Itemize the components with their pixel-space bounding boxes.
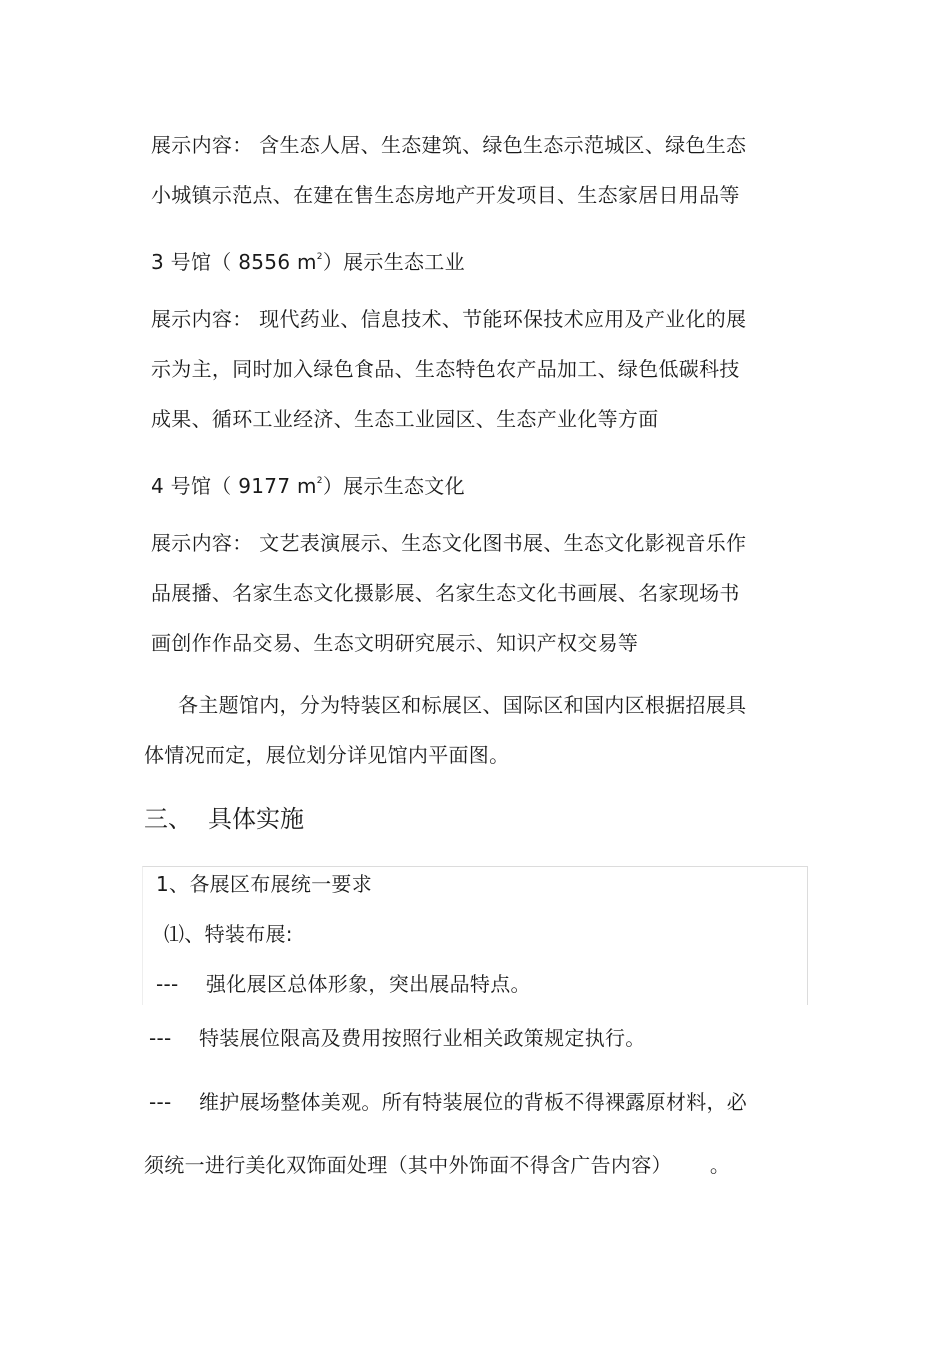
requirement-item-1-text: 强化展区总体形象，突出展品特点。	[206, 972, 531, 996]
hall3-content-line-2: 示为主，同时加入绿色食品、生态特色农产品加工、绿色低碳科技	[151, 357, 740, 381]
hall4-title-prefix: 4 号馆（ 9177 m	[151, 474, 317, 498]
zones-line-1: 各主题馆内，分为特装区和标展区、国际区和国内区根据招展具	[178, 693, 747, 717]
hall4-title-suffix: ）展示生态文化	[322, 474, 465, 498]
dash-marker: ---	[149, 1026, 172, 1050]
requirements-sub-heading: ⑴、特装布展:	[164, 922, 293, 946]
requirement-item-1	[156, 970, 531, 998]
hall4-content-line-3: 画创作作品交易、生态文明研究展示、知识产权交易等	[151, 631, 639, 655]
requirement-item-3-end: 。	[709, 1153, 731, 1177]
hall3-title-suffix: ）展示生态工业	[322, 250, 465, 274]
section-3-title: 具体实施	[208, 805, 304, 833]
hall2-content-line-1: 展示内容： 含生态人居、生态建筑、绿色生态示范城区、绿色生态	[151, 133, 747, 157]
section-3-number: 三、	[144, 805, 192, 833]
hall4-content-line-2: 品展播、名家生态文化摄影展、名家生态文化书画展、名家现场书	[151, 581, 740, 605]
zones-line-2: 体情况而定，展位划分详见馆内平面图。	[144, 743, 510, 767]
hall3-title	[151, 243, 465, 276]
requirement-item-3-text-cont: 须统一进行美化双饰面处理（其中外饰面不得含广告内容）	[144, 1153, 672, 1177]
requirement-item-2	[149, 1024, 646, 1052]
hall3-content-line-3: 成果、循环工业经济、生态工业园区、生态产业化等方面	[151, 407, 659, 431]
square-unit-sup: 2	[316, 476, 323, 486]
requirement-item-2-text: 特装展位限高及费用按照行业相关政策规定执行。	[199, 1026, 646, 1050]
requirement-item-3-line-2	[144, 1151, 730, 1179]
dash-marker: ---	[149, 1090, 172, 1114]
dash-marker: ---	[156, 972, 179, 996]
requirements-heading: 1、各展区布展统一要求	[156, 872, 373, 896]
hall2-content-line-2: 小城镇示范点、在建在售生态房地产开发项目、生态家居日用品等	[151, 183, 740, 207]
requirement-item-3-text: 维护展场整体美观。所有特装展位的背板不得裸露原材料，必	[199, 1090, 748, 1114]
square-unit-sup: 2	[316, 252, 323, 262]
hall3-content-line-1: 展示内容： 现代药业、信息技术、节能环保技术应用及产业化的展	[151, 307, 747, 331]
hall4-content-line-1: 展示内容： 文艺表演展示、生态文化图书展、生态文化影视音乐作	[151, 531, 747, 555]
hall4-title	[151, 467, 465, 500]
hall3-title-prefix: 3 号馆（ 8556 m	[151, 250, 317, 274]
section-3-heading	[144, 803, 304, 835]
requirement-item-3-line-1	[149, 1088, 747, 1116]
